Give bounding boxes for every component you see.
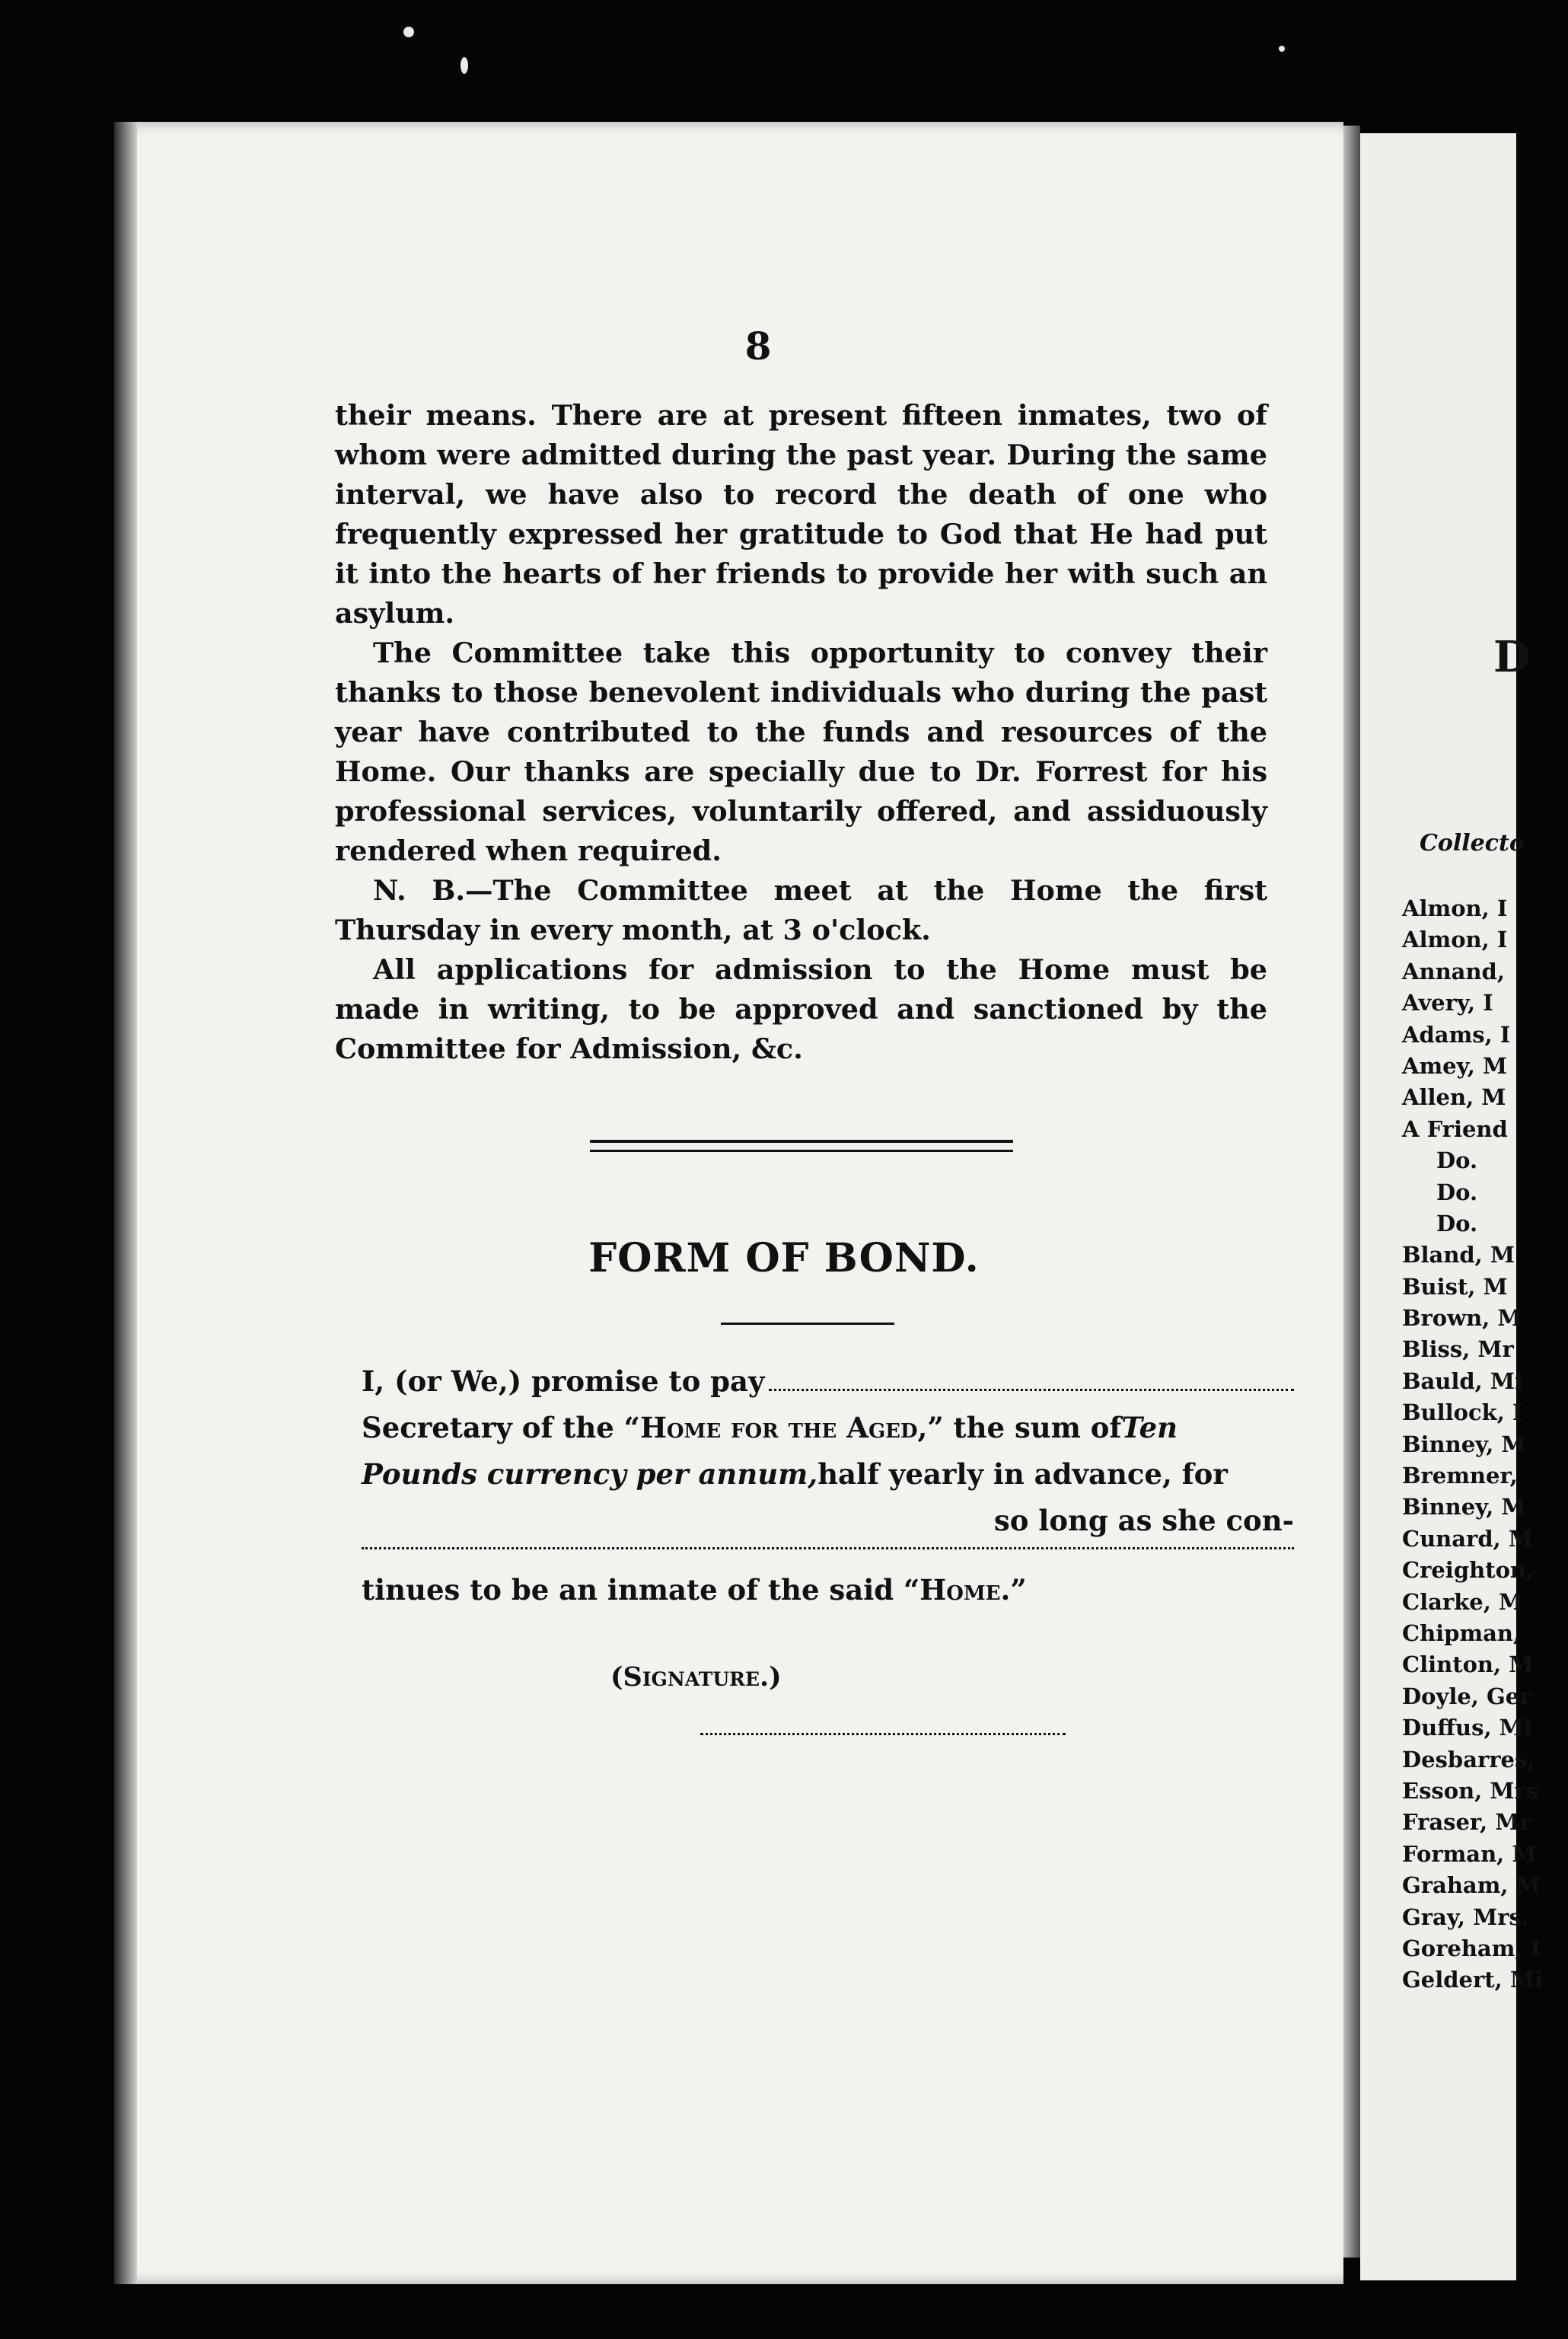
bond-line-2: Secretary of the “ Home for the Aged, ” the sum of Ten — [362, 1411, 1178, 1444]
list-item: Clinton, M — [1402, 1651, 1534, 1678]
list-item: Chipman, — [1402, 1619, 1522, 1646]
signature-label: (Signature.) — [610, 1661, 782, 1693]
list-item: Bland, M — [1402, 1242, 1515, 1268]
list-item: Bremner, — [1402, 1463, 1518, 1489]
paragraph-means: their means. There are at present fifteen inmates, two of whom were admitted during the past year. During the same interval, we have also to record the death of one who frequently expressed her gratitude to God that He had put it into the hearts of her friends to provide her with such an asylum. — [335, 399, 1267, 630]
page-gutter-shadow — [114, 122, 137, 2284]
list-item: Do. — [1436, 1210, 1478, 1237]
signature-line — [700, 1733, 1066, 1735]
list-item: Allen, M — [1402, 1084, 1506, 1111]
list-item: Fraser, Mr — [1402, 1809, 1531, 1836]
blank-name-line — [362, 1547, 1294, 1549]
list-item: Esson, Mrs — [1402, 1777, 1539, 1804]
list-item: Gray, Mrs. — [1402, 1903, 1529, 1930]
list-item: Avery, I — [1402, 990, 1493, 1016]
paragraph-nb: N. B.—The Committee meet at the Home the first Thursday in every month, at 3 o'clock. — [335, 874, 1267, 946]
bond-line-1: I, (or We,) promise to pay — [362, 1361, 1294, 1408]
list-item: Brown, M — [1402, 1305, 1522, 1332]
page-number: 8 — [744, 324, 772, 369]
paragraph-thanks: The Committee take this opportunity to convey their thanks to those benevolent individuals who during the past year have contributed to the funds and resources of the Home. Our thanks are specially due to Dr. Forrest for his professional services, voluntarily offered, and assiduously rendered when required. — [335, 637, 1267, 867]
list-item: Cunard, M — [1402, 1525, 1533, 1552]
double-rule-divider — [590, 1140, 1013, 1152]
list-item: A Friend — [1402, 1115, 1508, 1142]
list-item: Bliss, Mr — [1402, 1336, 1514, 1363]
list-item: Binney, M — [1402, 1494, 1526, 1521]
list-item: Forman, M — [1402, 1840, 1537, 1867]
right-page-collectors-heading: Collecto — [1420, 830, 1525, 857]
list-item: Bauld, Mi — [1402, 1367, 1523, 1394]
list-item: Geldert, Mi — [1402, 1967, 1543, 1993]
list-item: Almon, I — [1402, 895, 1508, 921]
page-edge — [1343, 126, 1360, 2258]
list-item: Amey, M — [1402, 1052, 1508, 1079]
list-item: Graham, M — [1402, 1872, 1541, 1899]
bond-title-underline — [721, 1323, 894, 1325]
list-item: Duffus, Mi — [1402, 1715, 1532, 1741]
list-item: Annand, — [1402, 958, 1505, 984]
list-item: Creighton, — [1402, 1557, 1535, 1584]
bond-line-5: tinues to be an inmate of the said “ Home. ” — [362, 1573, 1027, 1607]
list-item: Clarke, M — [1402, 1588, 1524, 1615]
bond-line-4: so long as she con- — [993, 1504, 1294, 1537]
list-item: Adams, I — [1402, 1021, 1511, 1048]
blank-amount-line — [769, 1366, 1294, 1391]
body-text — [335, 396, 1267, 1069]
list-item: Bullock, I — [1402, 1399, 1523, 1426]
list-item: Almon, I — [1402, 927, 1508, 953]
list-item: Doyle, Ger — [1402, 1683, 1531, 1709]
right-page-name-list — [1402, 893, 1543, 1996]
list-item: Binney, M — [1402, 1431, 1526, 1457]
bond-title: FORM OF BOND. — [588, 1235, 980, 1281]
list-item: Buist, M — [1402, 1273, 1508, 1300]
list-item: Goreham, I — [1402, 1935, 1541, 1961]
paragraph-applications: All applications for admission to the Home must be made in writing, to be approved and sanctioned by the Committee for Admission, &c. — [335, 953, 1267, 1065]
right-page-heading-letter: D — [1493, 632, 1531, 682]
bond-form-text — [362, 1361, 1294, 1616]
list-item: Desbarres, — [1402, 1746, 1535, 1773]
list-item: Do. — [1436, 1179, 1478, 1205]
list-item: Do. — [1436, 1147, 1478, 1174]
right-page-fragment — [1360, 133, 1543, 2280]
bond-line-3: Pounds currency per annum, half yearly in advance, for — [362, 1457, 1228, 1491]
bond-blank-line — [362, 1547, 1294, 1570]
